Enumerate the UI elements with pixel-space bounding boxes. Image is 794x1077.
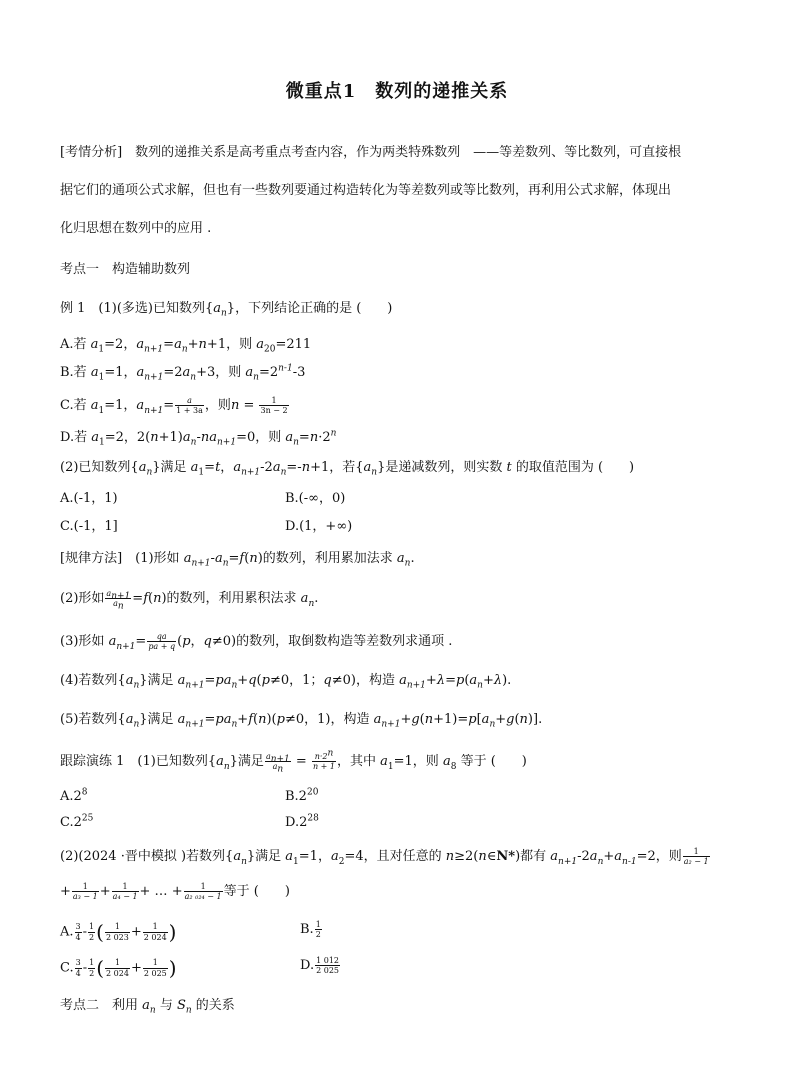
fraction: $\frac{1}{2}$ bbox=[89, 958, 95, 978]
fraction: $\frac{1}{\text{a₄ − 1}}$ bbox=[112, 882, 138, 902]
practice1-part2-choice-c[interactable]: C. $\frac{3}{4}$ - $\frac{1}{2}$ ( $\frac{1}{2 024}$ + $\frac{1}{2 025}$ ) bbox=[60, 956, 177, 980]
fraction: $\frac{a}{1 + 3a}$ bbox=[176, 396, 203, 416]
practice1-stem: 跟踪演练 1 (1)已知数列$\{a_n\}$满足 $\frac{a_{n+1}}{a_n}$ = $\frac{n\cdot 2^n}{n + 1}$ ，其中 $a_1=1$，则 $a_8$ 等于 ( ) bbox=[60, 748, 527, 775]
example1-option-b[interactable]: B.若 $a_1=1$，$a_{n+1}=2a_n+3$，则 $a_n=2^{n-1}-3$ bbox=[60, 363, 306, 383]
example1-part2: (2)已知数列$\{a_n\}$满足 $a_1=t$，$a_{n+1}-2a_n=-n+1$，若$\{a_n\}$是递减数列，则实数 t 的取值范围为 ( ) bbox=[60, 460, 635, 478]
fraction: $\frac{a_{n+1}}{a_n}$ bbox=[106, 589, 131, 612]
fraction: $\frac{3}{4}$ bbox=[75, 922, 81, 942]
fraction: $\frac{1 012}{2 025}$ bbox=[316, 956, 339, 976]
fraction: $\frac{1}{2 024}$ bbox=[106, 958, 129, 978]
fraction: $\frac{1}{\text{a₂ ₀₂₄ − 1}}$ bbox=[184, 882, 222, 902]
fraction: $\frac{1}{2 024}$ bbox=[143, 922, 167, 942]
example1-option-d[interactable]: D.若 $a_1=2$，$2(n+1)a_n-na_{n+1}=0$，则 $a_n=n\cdot 2^n$ bbox=[60, 428, 337, 448]
practice1-choice-b[interactable]: $B.2^{20}$ bbox=[285, 787, 319, 804]
practice1-part2-choice-b[interactable]: B. $\frac{1}{2}$ bbox=[300, 920, 321, 940]
fraction: $\frac{1}{2}$ bbox=[315, 920, 321, 940]
practice1-part2-choice-a[interactable]: A. $\frac{3}{4}$ - $\frac{1}{2}$ ( $\frac{1}{2 023}$ + $\frac{1}{2 024}$ ) bbox=[60, 920, 177, 944]
section-heading-1: 考点一 构造辅助数列 bbox=[60, 262, 191, 277]
fraction: $\frac{3}{4}$ bbox=[75, 958, 81, 978]
fraction: $\frac{a_{n+1}}{a_n}$ bbox=[265, 752, 290, 775]
part2-choice-a[interactable]: A.(-1，1) bbox=[60, 491, 118, 506]
section-heading-2: 考点二 利用 $a_n$ 与 $S_n$ 的关系 bbox=[60, 998, 235, 1016]
fraction: $\frac{qa}{pa + q}$ bbox=[148, 632, 176, 652]
intro-line-2: 据它们的通项公式求解，但也有一些数列要通过构造转化为等差数列或等比数列，再利用公式求解，体现出 bbox=[60, 183, 672, 198]
part2-choice-d[interactable]: D.(1，+∞) bbox=[285, 519, 353, 534]
practice1-part2-line2: + $\frac{1}{\text{a₃ − 1}}$ + $\frac{1}{\text{a₄ − 1}}$ + … + $\frac{1}{\text{a₂ ₀₂₄ − 1}}$ 等于 ( ) bbox=[60, 882, 290, 902]
fraction: $\frac{1}{2 025}$ bbox=[143, 958, 167, 978]
practice1-part2-line1: (2)(2024 ·晋中模拟 )若数列$\{a_n\}$满足 $a_1=1$，$a_2=4$，且对任意的 n≥2(n∈N*)都有 $a_{n+1}-2a_n+a_{n-1}=2$，则 $\frac{1}{\text{a₂ − 1}}$ bbox=[60, 847, 709, 867]
practice1-part2-choice-d[interactable]: D. $\frac{1 012}{2 025}$ bbox=[300, 956, 339, 976]
part2-choice-b[interactable]: B.(-∞，0) bbox=[285, 491, 346, 506]
practice1-choice-d[interactable]: $D.2^{28}$ bbox=[285, 813, 319, 830]
example1-option-a[interactable]: A.若 $a_1=2$，$a_{n+1}=a_n+n+1$，则 $a_{20}=211$ bbox=[60, 337, 312, 355]
fraction: $\frac{1}{2 023}$ bbox=[105, 922, 129, 942]
fraction: $\frac{1}{3n - 2}$ bbox=[260, 396, 288, 416]
method-3: (3)形如 $a_{n+1}=$ $\frac{qa}{pa + q}$ (p，q≠0)的数列，取倒数构造等差数列求通项 . bbox=[60, 632, 453, 652]
fraction: $\frac{1}{\text{a₂ − 1}}$ bbox=[683, 847, 709, 867]
part2-choice-c[interactable]: C.(-1，1] bbox=[60, 519, 118, 534]
page-title: 微重点1 数列的递推关系 bbox=[285, 81, 509, 102]
example1-option-c[interactable]: C.若 $a_1=1$，$a_{n+1}=$ $\frac{a}{1 + 3a}$ ，则n = $\frac{1}{3n - 2}$ bbox=[60, 396, 288, 416]
fraction: $\frac{1}{\text{a₃ − 1}}$ bbox=[72, 882, 98, 902]
fraction: $\frac{1}{2}$ bbox=[89, 922, 95, 942]
method-5: (5)若数列$\{a_n\}$满足 $a_{n+1}=pa_n+f(n)(p\ne 0$，1)，构造 $a_{n+1}+g(n+1)=p[a_n+g(n)]$. bbox=[60, 712, 543, 730]
example1-stem: 例 1 (1)(多选)已知数列$\{a_n\}$，下列结论正确的是 ( ) bbox=[60, 301, 393, 319]
method-2: (2)形如 $\frac{a_{n+1}}{a_n}$ =f(n)的数列，利用累积法求 $a_n$. bbox=[60, 589, 319, 612]
practice1-choice-a[interactable]: $A.2^8$ bbox=[60, 787, 88, 804]
intro-line-1: [考情分析] 数列的递推关系是高考重点考查内容，作为两类特殊数列 ——等差数列、等比数列，可直接根 bbox=[60, 145, 682, 160]
method-1: [规律方法] (1)形如 $a_{n+1}-a_n=f(n)$的数列，利用累加法求 $a_n$. bbox=[60, 551, 415, 569]
fraction: $\frac{n\cdot 2^n}{n + 1}$ bbox=[312, 748, 335, 772]
practice1-choice-c[interactable]: $C.2^{25}$ bbox=[60, 813, 94, 830]
method-4: (4)若数列$\{a_n\}$满足 $a_{n+1}=pa_n+q(p\ne 0$，1；q≠0)，构造 $a_{n+1}+\lambda=p(a_n+\lambda)$. bbox=[60, 673, 512, 691]
intro-line-3: 化归思想在数列中的应用 . bbox=[60, 221, 212, 236]
